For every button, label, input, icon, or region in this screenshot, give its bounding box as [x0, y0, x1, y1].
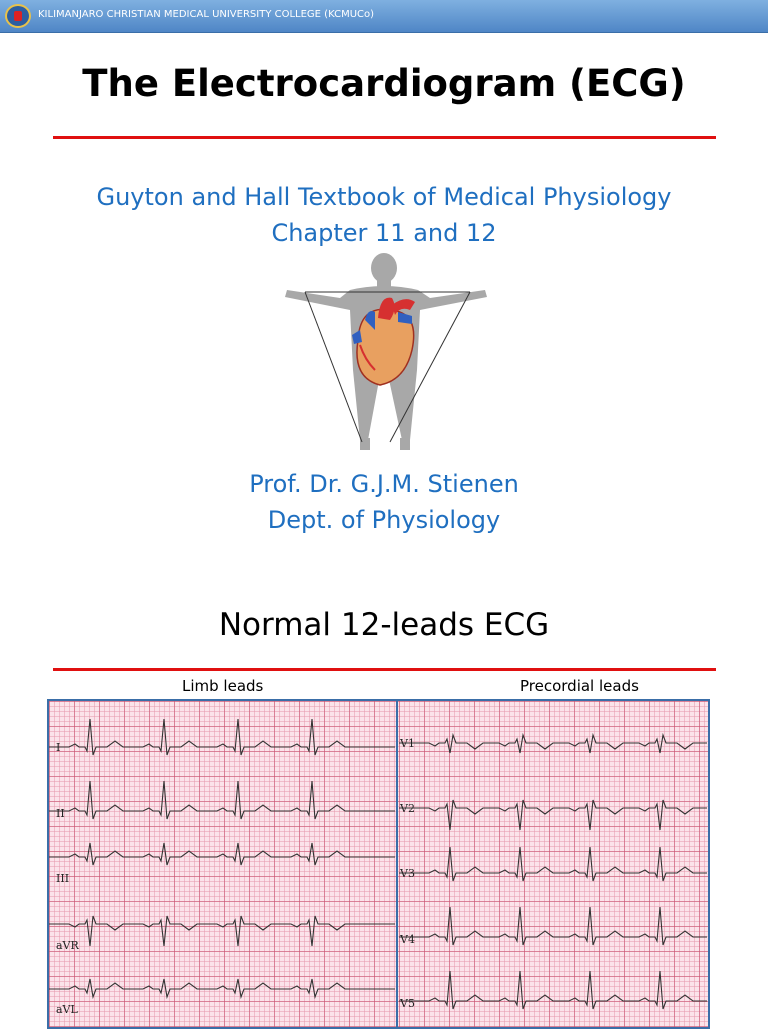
- lead-label-V3: V3: [400, 867, 415, 880]
- textbook-title: Guyton and Hall Textbook of Medical Physiology: [96, 183, 672, 211]
- title-divider: [53, 136, 716, 139]
- precordial-trace-3: [399, 907, 707, 945]
- header-bar: [0, 0, 768, 33]
- lead-label-aVL: aVL: [56, 1003, 78, 1016]
- lead-label-II: II: [56, 807, 65, 820]
- limb-trace-2: [49, 843, 395, 865]
- slide2-divider: [53, 668, 716, 671]
- lead-label-V1: V1: [400, 737, 415, 750]
- slide2-title: Normal 12-leads ECG: [218, 607, 550, 643]
- kcmuco-logo-icon: [5, 4, 31, 28]
- lead-label-III: III: [56, 872, 70, 885]
- precordial-trace-2: [399, 847, 707, 881]
- precordial-trace-0: [399, 735, 707, 753]
- department-name: Dept. of Physiology: [267, 506, 501, 534]
- slide-title: The Electrocardiogram (ECG): [82, 62, 686, 105]
- limb-trace-1: [49, 781, 395, 819]
- lead-label-V2: V2: [400, 802, 415, 815]
- precordial-trace-1: [399, 800, 707, 830]
- lead-label-V4: V4: [400, 933, 415, 946]
- institution-name: KILIMANJARO CHRISTIAN MEDICAL UNIVERSITY COLLEGE (KCMUCo): [38, 9, 375, 20]
- precordial-leads-label: Precordial leads: [520, 677, 639, 695]
- limb-trace-3: [49, 916, 395, 946]
- limb-leads-label: Limb leads: [182, 677, 264, 695]
- lead-label-aVR: aVR: [56, 939, 79, 952]
- lead-label-V5: V5: [400, 997, 415, 1010]
- lead-label-I: I: [56, 741, 61, 754]
- ecg-traces: [47, 699, 710, 1024]
- limb-trace-4: [49, 979, 395, 997]
- limb-trace-0: [49, 719, 395, 755]
- einthoven-triangle-figure: [280, 250, 490, 465]
- chapter-label: Chapter 11 and 12: [271, 219, 497, 247]
- author-name: Prof. Dr. G.J.M. Stienen: [249, 470, 519, 498]
- precordial-trace-4: [399, 971, 707, 1009]
